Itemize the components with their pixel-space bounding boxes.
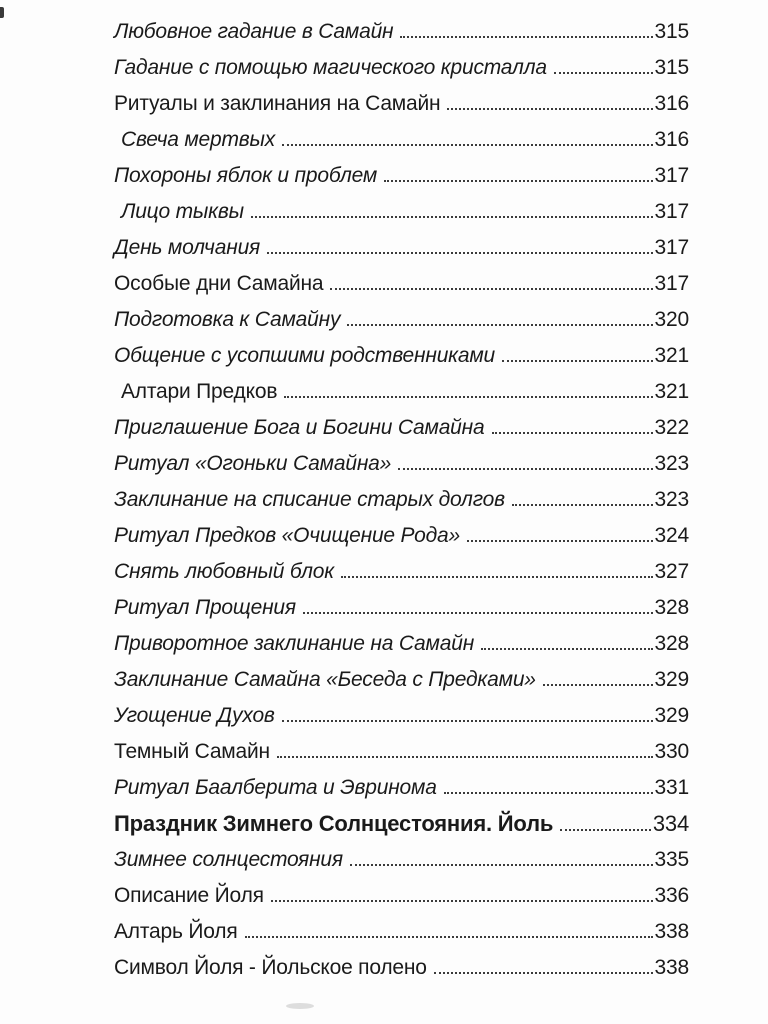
toc-entry bbox=[114, 21, 689, 43]
toc-entry-title: Любовное гадание в Самайн bbox=[114, 20, 394, 43]
toc-page-number: 334 bbox=[652, 811, 689, 836]
dot-leader bbox=[447, 108, 652, 110]
toc-page-number: 316 bbox=[654, 128, 689, 151]
dot-leader bbox=[347, 324, 652, 326]
toc-entry-title: Темный Самайн bbox=[114, 740, 270, 763]
toc-entry-title: Ритуал «Огоньки Самайна» bbox=[114, 452, 392, 475]
dot-leader bbox=[398, 468, 652, 470]
toc-entry bbox=[114, 741, 689, 763]
toc-entry bbox=[114, 57, 689, 79]
toc-page-number: 323 bbox=[654, 452, 689, 475]
toc-entry bbox=[114, 417, 689, 439]
toc-entry bbox=[114, 525, 689, 547]
toc-page-number: 321 bbox=[654, 380, 689, 403]
toc-entry-title: Особые дни Самайна bbox=[114, 272, 324, 295]
dot-leader bbox=[434, 972, 653, 974]
toc-entry-title: Ритуалы и заклинания на Самайн bbox=[114, 92, 441, 115]
toc-page-number: 320 bbox=[654, 308, 689, 331]
toc-entry-title: Снять любовный блок bbox=[114, 560, 334, 583]
toc-entry bbox=[114, 777, 689, 799]
toc-entry-title: Общение с усопшими родственниками bbox=[114, 344, 496, 367]
toc-entry bbox=[114, 309, 689, 331]
toc-page-number: 317 bbox=[654, 200, 689, 223]
toc-entry bbox=[114, 237, 689, 259]
toc-entry bbox=[114, 705, 689, 727]
toc-entry-title: Зимнее солнцестояния bbox=[114, 848, 343, 871]
dot-leader bbox=[245, 936, 653, 938]
toc-page-number: 317 bbox=[654, 164, 689, 187]
scan-artifact-smudge bbox=[286, 1003, 314, 1009]
toc-page-number: 316 bbox=[654, 92, 689, 115]
toc-page-number: 336 bbox=[654, 884, 689, 907]
toc-entry-title: Алтарь Йоля bbox=[114, 920, 238, 943]
dot-leader bbox=[284, 396, 652, 398]
toc-page-number: 315 bbox=[654, 56, 689, 79]
toc-entry-title: Угощение Духов bbox=[114, 704, 275, 727]
toc-entry bbox=[114, 273, 689, 295]
toc-entry bbox=[114, 957, 689, 979]
toc-entry-title: Ритуал Прощения bbox=[114, 596, 296, 619]
toc-entry bbox=[114, 885, 689, 907]
dot-leader bbox=[282, 144, 652, 146]
toc-page-number: 317 bbox=[654, 236, 689, 259]
toc-entry-title: Приглашение Бога и Богини Самайна bbox=[114, 416, 485, 439]
toc-entry-title: Алтари Предков bbox=[121, 380, 278, 403]
toc-entry-title: Ритуал Предков «Очищение Рода» bbox=[114, 524, 460, 547]
toc-entry-title: Заклинание Самайна «Беседа с Предками» bbox=[114, 668, 536, 691]
toc-entry-title: Приворотное заклинание на Самайн bbox=[114, 632, 475, 655]
toc-entry-title: Подготовка к Самайну bbox=[114, 308, 341, 331]
toc-entry bbox=[114, 561, 689, 583]
dot-leader bbox=[277, 756, 653, 758]
dot-leader bbox=[330, 288, 652, 290]
toc-page-number: 328 bbox=[654, 632, 689, 655]
toc-page-number: 315 bbox=[654, 20, 689, 43]
toc-entry bbox=[114, 597, 689, 619]
toc-entry-title: День молчания bbox=[114, 236, 261, 259]
dot-leader bbox=[502, 360, 653, 362]
toc-entry-title: Описание Йоля bbox=[114, 884, 264, 907]
dot-leader bbox=[341, 576, 653, 578]
toc-entry bbox=[114, 489, 689, 511]
dot-leader bbox=[467, 540, 653, 542]
toc-entry-title: Символ Йоля - Йольское полено bbox=[114, 956, 427, 979]
dot-leader bbox=[492, 432, 653, 434]
toc-entry-title: Гадание с помощью магического кристалла bbox=[114, 56, 547, 79]
toc-entry-title: Заклинание на списание старых долгов bbox=[114, 488, 505, 511]
toc-page-number: 335 bbox=[654, 848, 689, 871]
dot-leader bbox=[303, 612, 653, 614]
toc-entry-title: Ритуал Баалберита и Эвринома bbox=[114, 776, 437, 799]
toc-page-number: 329 bbox=[654, 668, 689, 691]
dot-leader bbox=[543, 684, 653, 686]
dot-leader bbox=[282, 720, 653, 722]
toc-entry bbox=[114, 633, 689, 655]
dot-leader bbox=[271, 900, 653, 902]
dot-leader bbox=[400, 36, 652, 38]
toc-page-number: 327 bbox=[654, 560, 689, 583]
toc-section-header bbox=[114, 813, 689, 835]
dot-leader bbox=[444, 792, 653, 794]
toc-entry bbox=[114, 165, 689, 187]
toc-entry bbox=[114, 849, 689, 871]
scan-artifact-edge-mark bbox=[0, 7, 4, 18]
toc-entry-title: Лицо тыквы bbox=[121, 200, 244, 223]
toc-page-number: 338 bbox=[654, 920, 689, 943]
dot-leader bbox=[512, 504, 653, 506]
toc-entry-title: Праздник Зимнего Солнцестояния. Йоль bbox=[114, 811, 554, 836]
toc-entry-title: Свеча мертвых bbox=[121, 128, 276, 151]
toc-page-number: 331 bbox=[654, 776, 689, 799]
toc-page-number: 322 bbox=[654, 416, 689, 439]
toc-page-number: 329 bbox=[654, 704, 689, 727]
toc-page-number: 328 bbox=[654, 596, 689, 619]
dot-leader bbox=[251, 216, 653, 218]
toc-entry bbox=[114, 669, 689, 691]
toc-page-number: 338 bbox=[654, 956, 689, 979]
toc-page-number: 323 bbox=[654, 488, 689, 511]
dot-leader bbox=[560, 829, 651, 831]
toc-entry bbox=[114, 201, 689, 223]
toc-page-number: 330 bbox=[654, 740, 689, 763]
table-of-contents bbox=[114, 0, 689, 993]
dot-leader bbox=[481, 648, 653, 650]
toc-entry bbox=[114, 345, 689, 367]
dot-leader bbox=[384, 180, 652, 182]
toc-page-number: 317 bbox=[654, 272, 689, 295]
dot-leader bbox=[350, 864, 653, 866]
toc-entry bbox=[114, 453, 689, 475]
dot-leader bbox=[554, 72, 653, 74]
toc-entry bbox=[114, 93, 689, 115]
toc-entry bbox=[114, 129, 689, 151]
toc-page-number: 321 bbox=[654, 344, 689, 367]
dot-leader bbox=[267, 252, 652, 254]
toc-page-number: 324 bbox=[654, 524, 689, 547]
toc-entry bbox=[114, 921, 689, 943]
toc-entry bbox=[114, 381, 689, 403]
toc-entry-title: Похороны яблок и проблем bbox=[114, 164, 378, 187]
